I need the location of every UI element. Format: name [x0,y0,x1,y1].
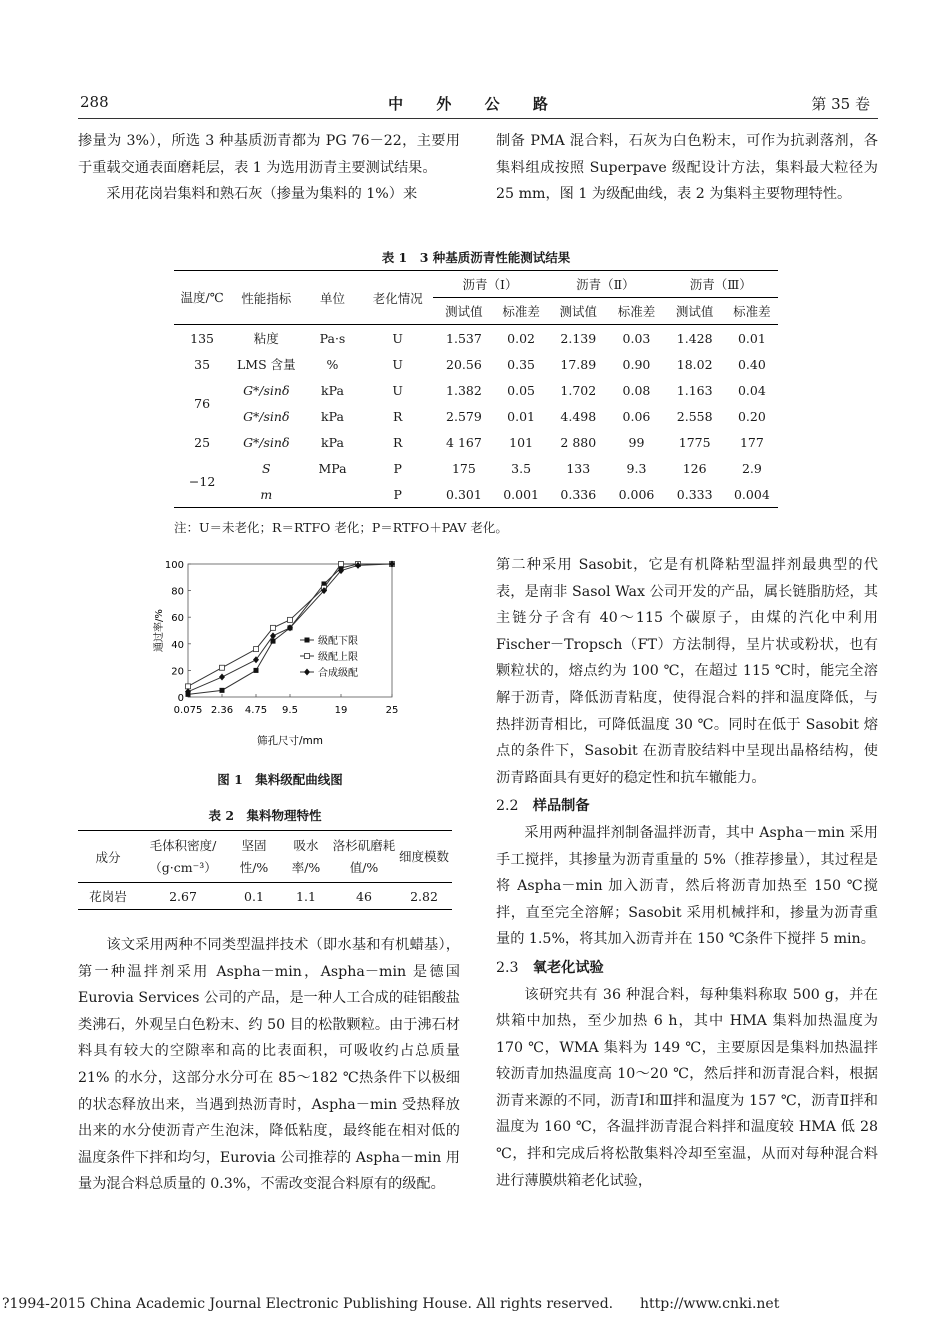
paragraph: 该研究共有 36 种混合料，每种集料称取 500 g，并在烘箱中加热，至少加热 6 h，其中 HMA 集料加热温度为 170 ℃，WMA 集料为 149 ℃，主要原因是集料加热温拌较沥青加热温度高 10～20 ℃，然后拌和沥青混合料，根据沥青来源的不同，沥青Ⅰ和Ⅲ拌和温度为 157 ℃，沥青Ⅱ拌和温度为 160 ℃，各温拌沥青混合料拌和温度较 HMA 低 28 ℃，拌和完成后将松散集料冷却至室温，从而对每种混合料进行薄膜烘箱老化试验， [496,986,878,1189]
table-row [174,351,778,377]
cell: R [392,434,403,450]
section-number: 2.2 [496,798,519,815]
table-row [174,455,778,481]
legend-marker [304,669,310,676]
header-cell: 坚固性/% [228,831,280,883]
cell: 0.004 [726,481,778,508]
cell: 76 [194,395,211,411]
paragraph: 掺量为 3%），所选 3 种基质沥青都为 PG 76－22，主要用于重载交通表面磨耗层，表 1 为选用沥青主要测试结果。 [78,133,460,176]
data-point [271,639,276,644]
cell: G*/sinδ [243,408,290,424]
cell: 2.9 [741,460,762,476]
cell: 101 [509,434,534,450]
header-cell: 吸水率/% [280,831,332,883]
cell: 2.579 [446,408,482,424]
section-title: 样品制备 [532,798,590,815]
data-point [220,688,225,693]
legend-label: 级配下限 [318,636,358,647]
cell: 0.03 [622,330,651,346]
cell: R [392,408,403,424]
section-heading [496,955,878,982]
journal-name: 中 外 公 路 [388,95,562,113]
cell: LMS 含量 [236,357,296,372]
paragraph: 采用两种温拌剂制备温拌沥青，其中 Aspha－min 采用手工搅拌，其掺量为沥青重量的 5%（推荐掺量），其过程是将 Aspha－min 加入沥青，然后将沥青加热至 150 ℃搅拌，直至完全溶解；Sasobit 采用机械拌和，掺量为沥青重量的 1.5%，将其加入沥青并在 150 ℃条件下搅拌 5 min。 [496,824,878,948]
data-point [220,665,225,670]
legend-marker [305,638,310,643]
page-header [80,93,870,115]
gradation-chart [150,552,410,752]
cell: 175 [451,460,476,476]
cell: 99 [628,434,645,450]
cell: 135 [190,330,215,346]
table-row [174,429,778,455]
cell: 4 167 [446,434,482,450]
header-value: 测试值 [433,298,495,325]
section-heading [496,793,878,820]
cell: 35 [194,356,211,372]
paragraph: 采用花岗岩集料和熟石灰（掺量为集料的 1%）来 [106,186,418,203]
cell: P [363,481,433,508]
header-temp: 温度/℃ [174,271,230,325]
cell: 3.5 [511,460,532,476]
table2-caption: 表 2 集料物理特性 [208,808,322,823]
legend-label: 级配上限 [318,652,358,663]
table-row [174,325,778,352]
cell: U [392,330,403,346]
cell: 0.01 [507,408,536,424]
footer-link[interactable]: http://www.cnki.net [640,1296,780,1312]
data-point [219,674,225,681]
cell: 9.3 [626,460,647,476]
section-number: 2.3 [496,959,519,976]
legend-marker [305,654,310,659]
header-asphalt-3: 沥青（Ⅲ） [664,271,778,298]
data-point [254,647,259,652]
cell: 0.02 [507,330,536,346]
y-tick-label: 20 [171,666,184,678]
left-top-text [78,128,460,208]
cell: 0.001 [495,481,547,508]
header-asphalt-1: 沥青（Ⅰ） [433,271,547,298]
cell: MPa [318,460,347,476]
section-title: 氧老化试验 [532,959,604,976]
cell: 0.05 [507,382,536,398]
cell: 0.1 [228,883,280,910]
header-unit: 单位 [302,271,362,325]
cell [302,481,362,508]
cell: 133 [566,460,591,476]
x-tick-label: 19 [334,705,348,716]
cell: U [392,356,403,372]
cell: 0.90 [622,356,651,372]
cell: U [392,382,403,398]
figure1-caption: 图 1 集料级配曲线图 [217,772,343,787]
cell: 1.1 [280,883,332,910]
cell: 0.40 [737,356,766,372]
header-rule [78,118,878,119]
cell: 20.56 [446,356,482,372]
cell: 2 880 [560,434,597,450]
cell: S [262,460,271,476]
cell: 1.428 [676,330,713,346]
cell: 花岗岩 [78,883,138,910]
cell: 1.702 [560,382,597,398]
cell: 0.04 [737,382,766,398]
data-point [271,625,276,630]
header-cell: 毛体积密度/（g·cm⁻³） [138,831,228,883]
cell: 25 [194,434,211,450]
right-column-text [496,552,878,1194]
y-axis-label: 通过率/% [154,609,165,652]
cell: 1775 [678,434,711,450]
table-row [174,377,778,403]
x-tick-label: 2.36 [210,705,234,716]
paragraph: 该文采用两种不同类型温拌技术（即水基和有机蜡基），第一种温拌剂采用 Aspha－min，Aspha－min 是德国 Eurovia Services 公司的产品，是一种人工合成的硅铝酸盐类沸石，外观呈白色粉末、约 50 目的松散颗粒。由于沸石材料具有较大的空隙率和高的比表面积，可吸收约占总质量 21% 的水分，这部分水分可在 85～182 ℃热条件下以极细的状态释放出来，当遇到热沥青时，Aspha－min 受热释放出来的水分使沥青产生泡沫，降低粘度，最终能在相对低的温度条件下拌和均匀，Eurovia 公司推荐的 Aspha－min 用量为混合料总质量的 0.3%，不需改变混合料原有的级配。 [78,937,460,1193]
x-tick-label: 0.075 [173,705,203,716]
left-bottom-text [78,932,460,1198]
cell: 2.67 [138,883,228,910]
cell: G*/sinδ [243,382,290,398]
cell: G*/sinδ [243,434,290,450]
cell: 2.558 [676,408,713,424]
x-tick-label: 9.5 [282,705,298,716]
cell: 0.333 [664,481,726,508]
y-tick-label: 60 [171,613,184,625]
cell: 粘度 [253,331,279,346]
header-sd: 标准差 [726,298,778,325]
paragraph: 第二种采用 Sasobit，它是有机降粘型温拌剂最典型的代表，是南非 Sasol Wax 公司开发的产品，属长链脂肪烃，其主链分子含有 40～115 个碳原子，由煤的汽化中利用 Fischer－Tropsch（FT）方法制得，呈片状或粉状，也有颗粒状的，熔点约为 100 ℃，在超过 115 ℃时，能完全溶解于沥青，降低沥青粘度，使得混合料的拌和温度降低，与热拌沥青相比，可降低温度 30 ℃。同时在低于 Sasobit 熔点的条件下，Sasobit 在沥青胶结料中呈现出晶格结构，使沥青路面具有更好的稳定性和抗车辙能力。 [496,557,878,786]
copyright-text: ?1994-2015 China Academic Journal Electronic Publishing House. All rights reserved. [2,1296,614,1312]
cell: 0.08 [622,382,651,398]
y-tick-label: 0 [177,693,184,704]
cell: 1.537 [446,330,482,346]
cell: % [326,356,339,372]
y-tick-label: 100 [164,560,184,571]
table-row [174,481,778,508]
cell: 1.382 [446,382,482,398]
header-property: 性能指标 [230,271,302,325]
cell: P [393,460,402,476]
page-number: 288 [80,93,109,111]
header-sd: 标准差 [609,298,663,325]
cell: −12 [174,455,230,508]
x-axis-label: 筛孔尺寸/mm [257,735,323,747]
cell: kPa [321,408,344,424]
cell: 2.82 [396,883,452,910]
cell: 0.01 [737,330,766,346]
data-point [254,668,259,673]
header-aging: 老化情况 [363,271,433,325]
cell: 126 [682,460,707,476]
data-point [339,562,344,567]
cell: 0.06 [622,408,651,424]
table1-caption: 表 1 3 种基质沥青性能测试结果 [381,250,571,265]
table1-note: 注：U＝未老化；R＝RTFO 老化；P＝RTFO＋PAV 老化。 [174,520,508,535]
cell: 0.20 [737,408,766,424]
cell: 0.301 [433,481,495,508]
x-tick-label: 25 [385,705,399,716]
cell: kPa [321,382,344,398]
header-cell: 洛杉矶磨耗值/% [332,831,396,883]
y-tick-label: 40 [171,639,184,651]
cell: 18.02 [676,356,713,372]
cell: 17.89 [560,356,597,372]
cell: kPa [321,434,344,450]
cell: 4.498 [560,408,597,424]
y-tick-label: 80 [171,586,184,598]
cell: Pa·s [319,330,346,346]
header-value: 测试值 [547,298,609,325]
header-cell: 成分 [78,831,138,883]
cell: 177 [739,434,764,450]
cell: 0.336 [547,481,609,508]
cell: 1.163 [676,382,713,398]
cell: 0.006 [609,481,663,508]
right-top-text [496,128,878,208]
header-value: 测试值 [664,298,726,325]
table-row [174,403,778,429]
table1 [174,270,778,508]
x-tick-label: 4.75 [244,705,268,716]
cell: 2.139 [560,330,597,346]
cell: m [230,481,302,508]
paragraph: 制备 PMA 混合料，石灰为白色粉末，可作为抗剥落剂，各集料组成按照 Superpave 级配设计方法，集料最大粒径为 25 mm，图 1 为级配曲线，表 2 为集料主要物理特性。 [496,133,878,203]
header-sd: 标准差 [495,298,547,325]
header-asphalt-2: 沥青（Ⅱ） [547,271,663,298]
volume-label: 第 35 卷 [811,95,870,113]
legend-label: 合成级配 [318,668,358,679]
header-cell: 细度模数 [396,831,452,883]
table2 [78,830,452,910]
cell: 0.35 [507,356,536,372]
cell: 46 [332,883,396,910]
table-row [78,883,452,910]
data-point [186,684,191,689]
data-point [288,617,293,622]
